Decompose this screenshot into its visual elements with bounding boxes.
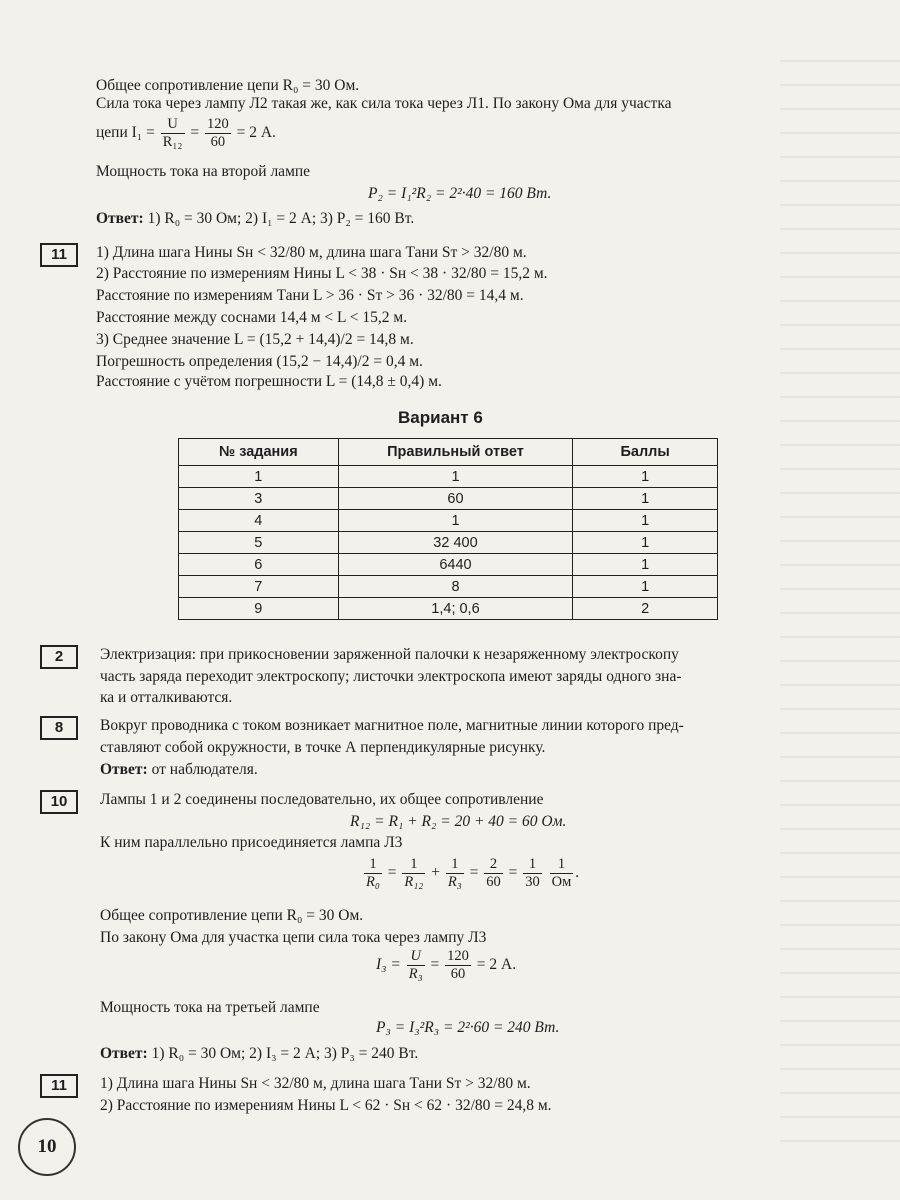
table-cell: 7 bbox=[179, 576, 339, 598]
text-line: ка и отталкиваются. bbox=[100, 689, 233, 706]
text-line: Сила тока через лампу Л2 такая же, как сила тока через Л1. По закону Ома для участка bbox=[96, 95, 672, 112]
table-cell: 1 bbox=[573, 532, 718, 554]
task-number-box: 11 bbox=[40, 1074, 78, 1098]
bleed-through-texture bbox=[780, 60, 900, 1160]
text-line: Расстояние между соснами 14,4 м < L < 15,2 м. bbox=[96, 309, 408, 326]
page-number: 10 bbox=[18, 1118, 76, 1176]
table-cell: 1 bbox=[573, 554, 718, 576]
answer-line: Ответ: 1) R₀ = 30 Ом; 2) I₁ = 2 А; 3) P₂ = 160 Вт. bbox=[96, 210, 415, 227]
table-row bbox=[179, 598, 718, 620]
table-cell: 1,4; 0,6 bbox=[338, 598, 573, 620]
text-line: Лампы 1 и 2 соединены последовательно, их общее сопротивление bbox=[100, 791, 544, 808]
text-line: Электризация: при прикосновении заряженной палочки к незаряженному электроскопу bbox=[100, 646, 679, 663]
task-number-box: 2 bbox=[40, 645, 78, 669]
table-cell: 1 bbox=[179, 466, 339, 488]
text-line: Погрешность определения (15,2 − 14,4)/2 = 0,4 м. bbox=[96, 353, 423, 370]
column-header: № задания bbox=[179, 439, 339, 466]
text-line: 2) Расстояние по измерениям Нины L < 38 · Sн < 38 · 32/80 = 15,2 м. bbox=[96, 265, 548, 282]
table-cell: 5 bbox=[179, 532, 339, 554]
table-row bbox=[179, 554, 718, 576]
table-header-row bbox=[179, 439, 718, 466]
table-row bbox=[179, 488, 718, 510]
formula-r12: R₁₂ = R₁ + R₂ = 20 + 40 = 60 Ом. bbox=[350, 813, 567, 830]
formula-current-i3: I₃ = $\frac{U}{\text{R₃}}$ = $\frac{120}{60}$ = 2 А. bbox=[376, 948, 517, 982]
table-cell: 60 bbox=[338, 488, 573, 510]
variant-title: Вариант 6 bbox=[398, 408, 483, 427]
answers-table bbox=[178, 438, 718, 620]
table-cell: 1 bbox=[573, 488, 718, 510]
text-line: 1) Длина шага Нины Sн < 32/80 м, длина шага Тани Sт > 32/80 м. bbox=[100, 1075, 531, 1092]
table-cell: 9 bbox=[179, 598, 339, 620]
table-cell: 1 bbox=[338, 510, 573, 532]
text-line: 1) Длина шага Нины Sн < 32/80 м, длина шага Тани Sт > 32/80 м. bbox=[96, 244, 527, 261]
text-line: 3) Среднее значение L = (15,2 + 14,4)/2 = 14,8 м. bbox=[96, 331, 414, 348]
text-line: Мощность тока на третьей лампе bbox=[100, 999, 320, 1016]
task-number-box: 8 bbox=[40, 716, 78, 740]
text-line: ставляют собой окружности, в точке А перпендикулярные рисунку. bbox=[100, 739, 546, 756]
table-cell: 1 bbox=[338, 466, 573, 488]
table-cell: 1 bbox=[573, 466, 718, 488]
table-cell: 1 bbox=[573, 576, 718, 598]
text-line: Общее сопротивление цепи R₀ = 30 Ом. bbox=[96, 77, 360, 94]
text-line: Расстояние по измерениям Тани L > 36 · Sт > 36 · 32/80 = 14,4 м. bbox=[96, 287, 524, 304]
table-cell: 6 bbox=[179, 554, 339, 576]
text-line: часть заряда переходит электроскопу; листочки электроскопа имеют заряды одного зна- bbox=[100, 668, 682, 685]
table-cell: 32 400 bbox=[338, 532, 573, 554]
text-line: По закону Ома для участка цепи сила тока через лампу Л3 bbox=[100, 929, 487, 946]
task-number-box: 11 bbox=[40, 243, 78, 267]
table-row bbox=[179, 576, 718, 598]
table-cell: 1 bbox=[573, 510, 718, 532]
text-line: Расстояние с учётом погрешности L = (14,8 ± 0,4) м. bbox=[96, 373, 442, 390]
formula-power-p3: P₃ = I₃²R₃ = 2²·60 = 240 Вт. bbox=[376, 1019, 560, 1036]
task-number-box: 10 bbox=[40, 790, 78, 814]
table-cell: 4 bbox=[179, 510, 339, 532]
table-cell: 8 bbox=[338, 576, 573, 598]
table-row bbox=[179, 532, 718, 554]
column-header: Правильный ответ bbox=[338, 439, 573, 466]
answer-line: Ответ: 1) R₀ = 30 Ом; 2) I₃ = 2 А; 3) P₃ = 240 Вт. bbox=[100, 1045, 419, 1062]
table-row bbox=[179, 510, 718, 532]
formula-parallel: $\frac{1}{\text{R₀}}$ = $\frac{1}{\text{R₁₂}}$ + $\frac{1}{\text{R₃}}$ = $\frac{2}{60}$ = $\frac{1}{30}$ $\frac{1}{Ом}$ . bbox=[366, 856, 580, 890]
table-cell: 3 bbox=[179, 488, 339, 510]
table-cell: 6440 bbox=[338, 554, 573, 576]
text-line: 2) Расстояние по измерениям Нины L < 62 · Sн < 62 · 32/80 = 24,8 м. bbox=[100, 1097, 552, 1114]
table-row bbox=[179, 466, 718, 488]
column-header: Баллы bbox=[573, 439, 718, 466]
text-line: Мощность тока на второй лампе bbox=[96, 163, 311, 180]
text-line: Вокруг проводника с током возникает магнитное поле, магнитные линии которого пред- bbox=[100, 717, 684, 734]
table-cell: 2 bbox=[573, 598, 718, 620]
text-line: К ним параллельно присоединяется лампа Л3 bbox=[100, 834, 403, 851]
formula-power-p2: P₂ = I₁²R₂ = 2²·40 = 160 Вт. bbox=[368, 185, 552, 202]
formula-current-i1: цепи I₁ = $\frac{U}{\text{R₁₂}}$ = $\frac{120}{60}$ = 2 А. bbox=[96, 116, 276, 150]
answer-line: Ответ: от наблюдателя. bbox=[100, 761, 258, 778]
text-line: Общее сопротивление цепи R₀ = 30 Ом. bbox=[100, 907, 364, 924]
